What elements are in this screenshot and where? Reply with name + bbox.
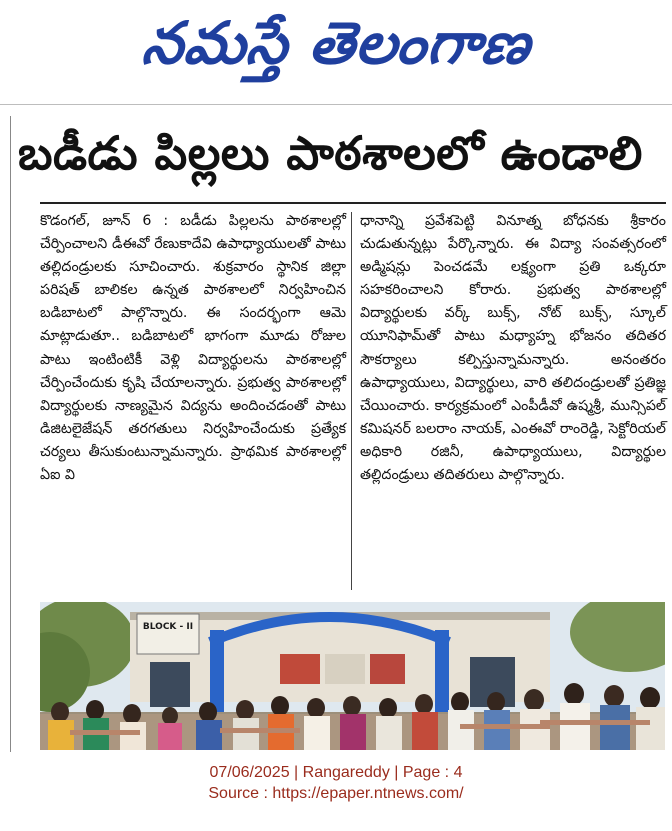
clipping-footer bbox=[0, 762, 672, 804]
article-photo bbox=[40, 602, 665, 750]
article-headline: బడీడు పిల్లలు పాఠశాలలో ఉండాలి bbox=[18, 126, 643, 180]
newspaper-logo: నమస్తే తెలంగాణ bbox=[139, 8, 535, 77]
column-divider bbox=[351, 212, 352, 590]
masthead-divider bbox=[0, 104, 672, 105]
photo-illustration bbox=[40, 602, 665, 750]
clipping-border bbox=[10, 116, 11, 752]
footer-source: Source : https://epaper.ntnews.com/ bbox=[208, 785, 464, 802]
footer-date-edition: 07/06/2025 | Rangareddy | Page : 4 bbox=[209, 764, 463, 781]
headline-rule bbox=[40, 202, 666, 204]
building-sign: BLOCK - II bbox=[142, 622, 194, 632]
article-column-right bbox=[360, 210, 666, 487]
article-text-right: ధానాన్ని ప్రవేశపెట్టి వినూత్న బోధనకు శ్రీకారం చుడుతున్నట్లు పేర్కొన్నారు. ఈ విద్యా సంవత్సరంలో అడ్మిషన్లు పెంచడమే లక్ష్యంగా ప్రతి ఒక్కరూ సహకరించాలని కోరారు. ప్రభుత్వ పాఠశాలల్లో విద్యార్థులకు వర్క్ బుక్స్, నోట్ బుక్స్, స్కూల్ యూనిఫామ్‌తో పాటు మధ్యాహ్న భోజనం తదితర సౌకర్యాలు కల్పిస్తున్నామన్నారు. అనంతరం ఉపాధ్యాయులు, విద్యార్థులు, వారి తలిదండ్రులతో ప్రతిజ్ఞ చేయించారు. కార్యక్రమంలో ఎంపీడీవో ఉష్మశ్రీ, మున్సిపల్ కమిషనర్ బలరాం నాయక్, ఎంఈవో రాంరెడ్డి, సెక్టోరియల్ అధికారి రజినీ, ఉపాధ్యాయులు, విద్యార్థుల తల్లిదండ్రులు తదితరులు పాల్గొన్నారు. bbox=[360, 213, 666, 484]
article-text-left: కొడంగల్, జూన్ 6 : బడీడు పిల్లలను పాఠశాలల్లో చేర్పించాలని డీఈవో రేణుకాదేవి ఉపాధ్యాయులతో పాటు తల్లిదండ్రులకు సూచించారు. శుక్రవారం స్థానిక జిల్లా పరిషత్ బాలికల ఉన్నత పాఠశాలలో నిర్వహించిన బడిబాటలో పాల్గొన్నారు. ఈ సందర్భంగా ఆమె మాట్లాడుతూ.. బడిబాటలో భాగంగా మూడు రోజుల పాటు ఇంటింటికీ వెళ్లి విద్యార్థులను పాఠశాలల్లో చేర్పించేందుకు కృషి చేయాలన్నారు. ప్రభుత్వ పాఠశాలల్లో విద్యార్థులకు నాణ్యమైన విద్యను అందించడంతో పాటు డిజిటలైజేషన్ తరగతులు నిర్వహించేందుకు ప్రత్యేక చర్యలు తీసుకుంటున్నామన్నారు. ప్రాథమిక పాఠశాలల్లో ఏఐ వి bbox=[40, 213, 346, 484]
article-column-left bbox=[40, 210, 346, 487]
masthead bbox=[0, 0, 672, 100]
